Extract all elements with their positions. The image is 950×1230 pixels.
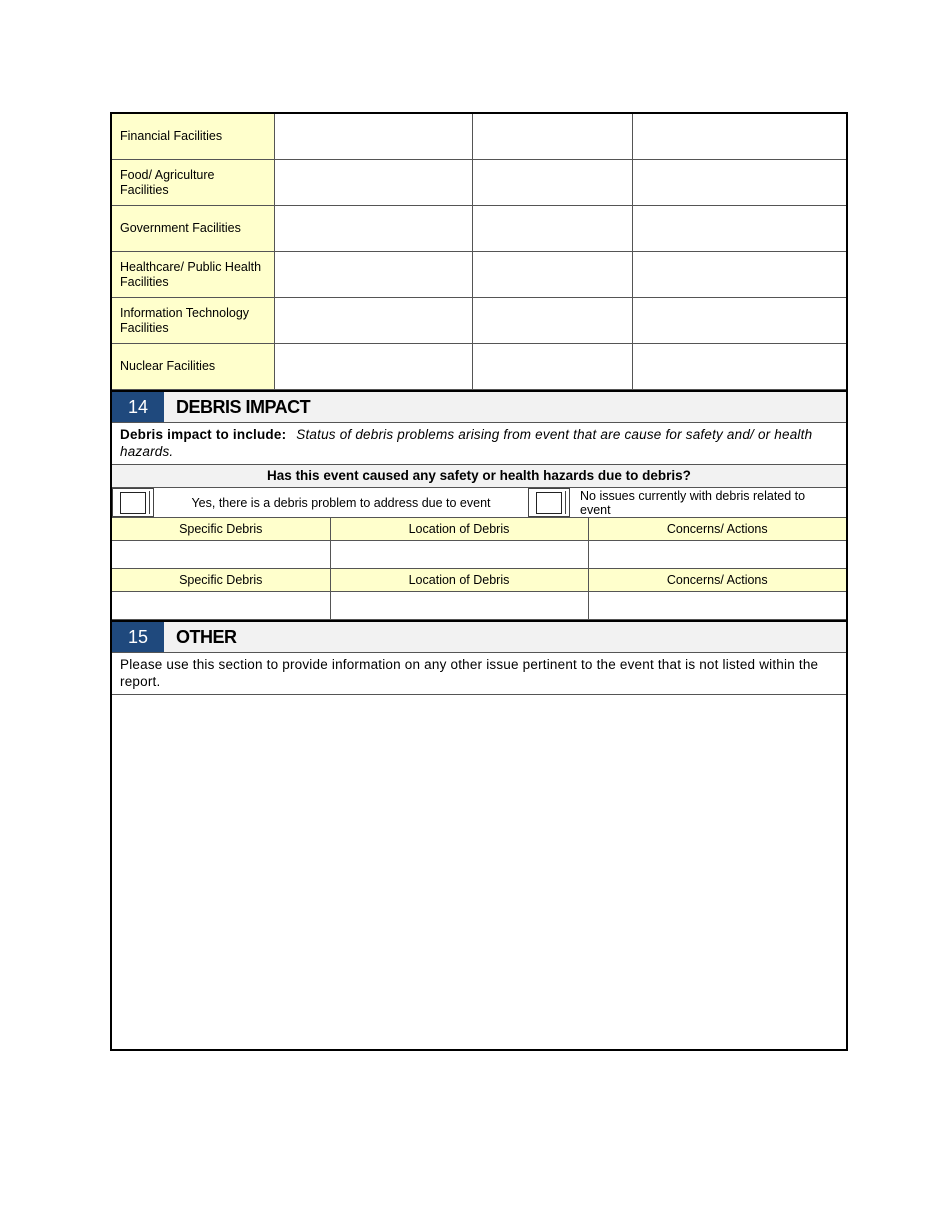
debris-choice-row [112, 488, 846, 518]
row-label-financial: Financial Facilities [112, 114, 274, 160]
checkbox-box [536, 492, 562, 514]
table-cell[interactable] [472, 344, 632, 390]
column-header-location: Location of Debris [330, 518, 588, 541]
table-row [112, 541, 846, 569]
row-label-food-agriculture: Food/ Agriculture Facilities [112, 160, 274, 206]
table-row [112, 206, 846, 252]
section-15-header [112, 620, 846, 653]
section-title: DEBRIS IMPACT [176, 396, 311, 417]
infrastructure-table [112, 114, 846, 390]
row-label-information-technology: Information Technology Facilities [112, 298, 274, 344]
table-cell[interactable] [330, 541, 588, 569]
table-cell[interactable] [330, 592, 588, 620]
section-15-description: Please use this section to provide information on any other issue pertinent to the event that is not listed within the report. [112, 653, 846, 695]
table-cell[interactable] [274, 252, 472, 298]
section-title: OTHER [176, 626, 237, 647]
row-label-government: Government Facilities [112, 206, 274, 252]
debris-question: Has this event caused any safety or health hazards due to debris? [112, 465, 846, 488]
table-cell[interactable] [112, 592, 330, 620]
table-row [112, 344, 846, 390]
report-form [110, 112, 848, 1051]
table-cell[interactable] [274, 298, 472, 344]
debris-no-label: No issues currently with debris related to event [580, 488, 806, 517]
section-14-header [112, 390, 846, 423]
table-cell[interactable] [274, 114, 472, 160]
table-cell[interactable] [274, 160, 472, 206]
table-cell[interactable] [472, 298, 632, 344]
table-cell[interactable] [472, 206, 632, 252]
table-row [112, 114, 846, 160]
table-cell[interactable] [274, 206, 472, 252]
checkbox-box [120, 492, 146, 514]
row-label-healthcare: Healthcare/ Public Health Facilities [112, 252, 274, 298]
table-cell[interactable] [112, 541, 330, 569]
table-cell[interactable] [274, 344, 472, 390]
debris-yes-checkbox[interactable] [112, 488, 154, 517]
column-header-concerns: Concerns/ Actions [588, 518, 846, 541]
table-cell[interactable] [632, 114, 846, 160]
table-cell[interactable] [588, 592, 846, 620]
column-header-specific-debris: Specific Debris [112, 518, 330, 541]
column-header-location: Location of Debris [330, 569, 588, 592]
table-header-row [112, 569, 846, 592]
table-cell[interactable] [588, 541, 846, 569]
table-cell[interactable] [632, 160, 846, 206]
debris-table [112, 518, 846, 620]
table-row [112, 160, 846, 206]
table-row [112, 298, 846, 344]
table-row [112, 252, 846, 298]
description-lead: Debris impact to include: [120, 427, 287, 442]
table-cell[interactable] [632, 344, 846, 390]
section-number: 15 [112, 622, 164, 652]
column-header-concerns: Concerns/ Actions [588, 569, 846, 592]
table-row [112, 592, 846, 620]
section-number: 14 [112, 392, 164, 422]
table-cell[interactable] [472, 252, 632, 298]
debris-no-checkbox[interactable] [528, 488, 570, 517]
other-text-area[interactable] [112, 695, 846, 1067]
debris-yes-label: Yes, there is a debris problem to address due to event [191, 495, 491, 510]
table-cell[interactable] [632, 252, 846, 298]
section-14-description [112, 423, 846, 465]
table-header-row [112, 518, 846, 541]
table-cell[interactable] [632, 206, 846, 252]
table-cell[interactable] [472, 160, 632, 206]
table-cell[interactable] [472, 114, 632, 160]
description-text: Status of debris problems arising from event that are cause for safety and/ or health hazards. [120, 427, 813, 459]
column-header-specific-debris: Specific Debris [112, 569, 330, 592]
table-cell[interactable] [632, 298, 846, 344]
row-label-nuclear: Nuclear Facilities [112, 344, 274, 390]
